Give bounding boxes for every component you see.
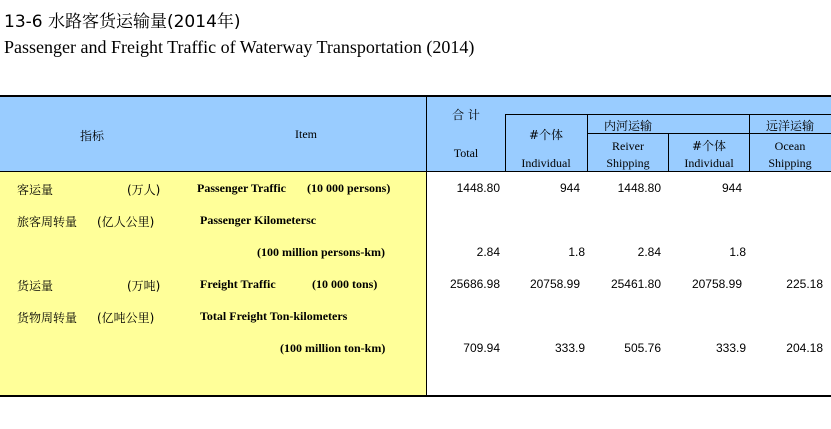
header-ocean-cn: 远洋运输 [765,119,815,133]
row-freight-tkm-unit-en: (100 million ton-km) [280,341,386,355]
item-divider [426,95,427,396]
cell-value: 25686.98 [449,277,500,291]
header-ocean-en-2: Shipping [768,156,812,170]
cell-value: 333.9 [715,341,746,355]
cell-value: 944 [559,181,580,195]
header-divider-individual [587,114,588,172]
cell-value: 1448.80 [617,181,661,195]
row-passenger-km-en: Passenger Kilometersc [200,213,317,227]
header-bottom-rule [0,171,831,172]
header-river-individual-cn: #个体 [691,139,727,153]
header-river-cn: 内河运输 [603,119,653,133]
header-total-en: Total [453,146,479,160]
row-freight-traffic-unit-cn: (万吨) [127,279,161,293]
header-river-individual-en: Individual [684,156,734,170]
header-river-en-1: Reiver [612,139,644,153]
header-ocean-en-1: Ocean [774,139,806,153]
row-passenger-traffic-en: Passenger Traffic [197,181,286,195]
cell-value: 944 [721,181,742,195]
row-passenger-km-unit-cn: (亿人公里) [97,215,155,229]
header-divider-ocean [749,114,750,172]
cell-value: 2.84 [637,245,661,259]
cell-value: 1.8 [568,245,585,259]
table-title-cn: 13-6 水路客货运输量(2014年) [4,12,241,32]
header-item-en: Item [295,127,317,141]
cell-value: 204.18 [786,341,823,355]
header-item-area [0,95,426,172]
row-freight-tkm-unit-cn: (亿吨公里) [97,311,155,325]
table-bottom-rule [0,395,831,397]
row-freight-tkm-cn: 货物周转量 [17,311,78,325]
row-freight-tkm-en: Total Freight Ton-kilometers [200,309,348,323]
cell-value: 20758.99 [691,277,742,291]
header-individual-en: Individual [521,156,571,170]
cell-value: 709.94 [463,341,500,355]
header-total-cn: 合 计 [452,108,480,122]
row-passenger-km-cn: 旅客周转量 [17,215,78,229]
row-freight-traffic-unit-en: (10 000 tons) [312,277,378,291]
cell-value: 333.9 [554,341,585,355]
cell-value: 505.76 [624,341,661,355]
header-divider-total [505,114,506,172]
header-indicator-cn: 指标 [79,129,105,143]
cell-value: 1448.80 [456,181,500,195]
header-divider-river [668,133,669,172]
cell-value: 2.84 [476,245,500,259]
header-river-en-2: Shipping [606,156,650,170]
row-passenger-traffic-unit-en: (10 000 persons) [307,181,391,195]
table-top-rule [0,95,831,97]
cell-value: 20758.99 [529,277,580,291]
cell-value: 225.18 [786,277,823,291]
header-group-top-rule [505,114,831,115]
table-title-en: Passenger and Freight Traffic of Waterway Transportation (2014) [4,37,475,57]
row-passenger-traffic-unit-cn: (万人) [127,183,161,197]
cell-value: 1.8 [729,245,746,259]
row-passenger-traffic-cn: 客运量 [17,183,54,197]
header-individual-cn: #个体 [528,128,564,142]
row-freight-traffic-en: Freight Traffic [200,277,276,291]
cell-value: 25461.80 [610,277,661,291]
row-freight-traffic-cn: 货运量 [17,279,54,293]
row-passenger-km-unit-en: (100 million persons-km) [257,245,386,259]
